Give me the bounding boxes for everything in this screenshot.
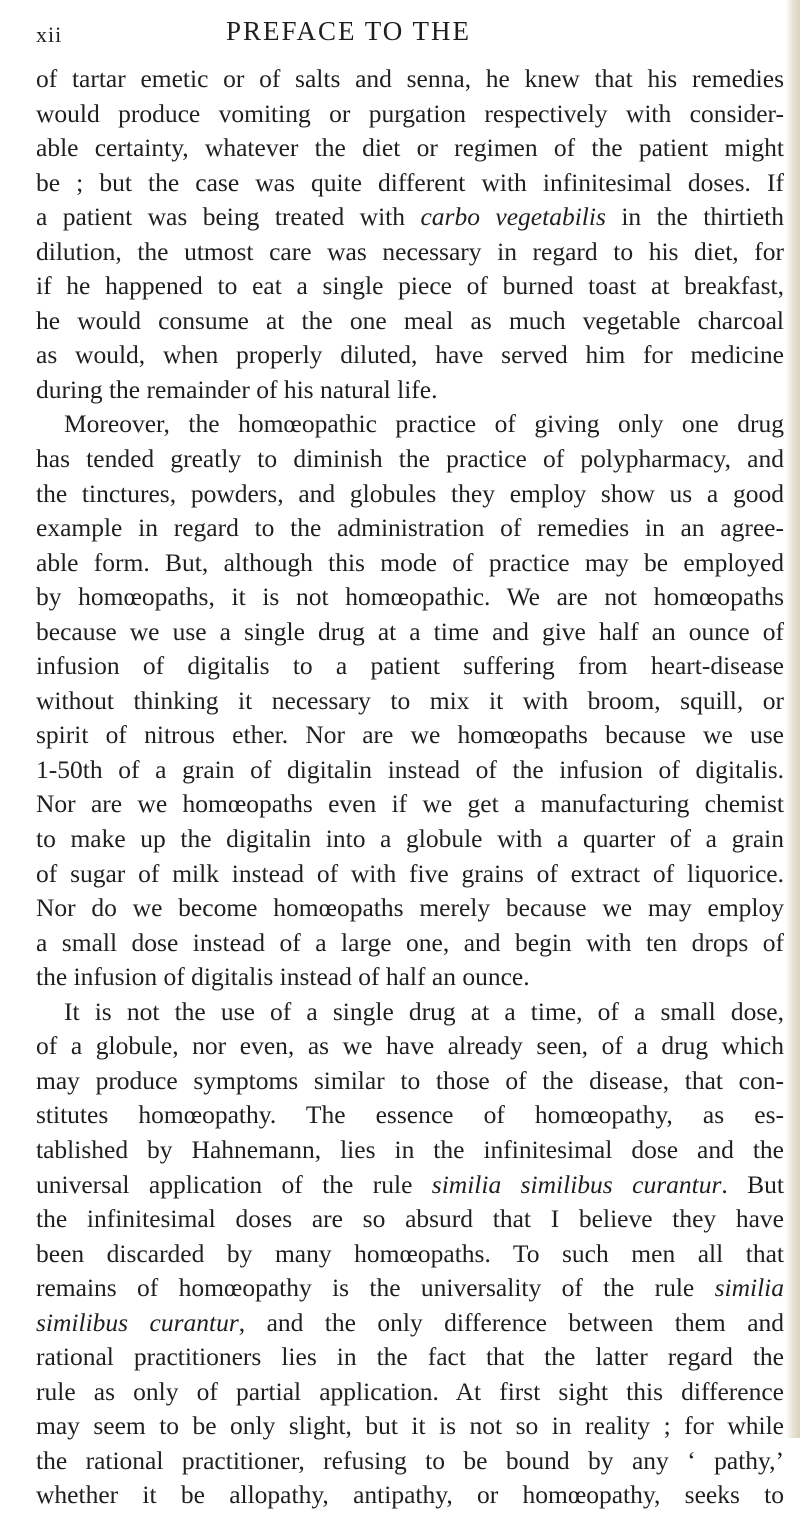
text-line: of a globule, nor even, as we have already seen, of a drug which	[36, 1031, 784, 1061]
text-line: tablished by Hahnemann, lies in the infinitesimal dose and the	[36, 1134, 784, 1164]
page-number: xii	[36, 22, 63, 47]
text-line: of tartar emetic or of salts and senna, he knew that his remedies	[36, 64, 784, 93]
text-line: the infinitesimal doses are so absurd that I believe they have	[36, 1204, 784, 1234]
text-line: whether it be allopathy, antipathy, or homœopathy, seeks to	[36, 1480, 784, 1510]
body-text	[36, 62, 784, 1513]
page-edge	[786, 0, 800, 1438]
text-line: because we use a single drug at a time and give half an ounce of	[36, 616, 784, 646]
text-line: a small dose instead of a large one, and begin with ten drops of	[36, 927, 784, 957]
text-line: able form. But, although this mode of practice may be employed	[36, 547, 784, 577]
page-header	[0, 16, 786, 56]
text-line: the tinctures, powders, and globules they employ show us a good	[36, 478, 784, 508]
text-line: has tended greatly to diminish the practice of polypharmacy, and	[36, 444, 784, 474]
text-line: Moreover, the homœopathic practice of giving only one drug	[64, 409, 784, 439]
text-line: may seem to be only slight, but it is not so in reality ; for while	[36, 1411, 784, 1441]
text-line: be ; but the case was quite different with infinitesimal doses. If	[36, 167, 784, 197]
text-line: stitutes homœopathy. The essence of homœopathy, as es-	[36, 1100, 784, 1130]
text-line: It is not the use of a single drug at a time, of a small dose,	[64, 996, 784, 1026]
text-line: of sugar of milk instead of with five grains of extract of liquorice.	[36, 858, 784, 888]
text-line: rule as only of partial application. At first sight this difference	[36, 1376, 784, 1406]
text-line: if he happened to eat a single piece of burned toast at breakfast,	[36, 271, 784, 301]
text-line: example in regard to the administration of remedies in an agree-	[36, 513, 784, 543]
text-line: the rational practitioner, refusing to be bound by any ‘ pathy,’	[36, 1445, 784, 1475]
text-line: a patient was being treated with carbo vegetabilis in the thirtieth	[36, 202, 784, 232]
text-line: dilution, the utmost care was necessary in regard to his diet, for	[36, 236, 784, 266]
text-line: during the remainder of his natural life.	[36, 374, 438, 404]
text-line: he would consume at the one meal as much vegetable charcoal	[36, 305, 784, 335]
text-line: by homœopaths, it is not homœopathic. We are not homœopaths	[36, 582, 784, 612]
text-line: 1-50th of a grain of digitalin instead of the infusion of digitalis.	[36, 754, 784, 784]
text-line: without thinking it necessary to mix it with broom, squill, or	[36, 685, 784, 715]
text-line: spirit of nitrous ether. Nor are we homœopaths because we use	[36, 720, 784, 750]
text-line: as would, when properly diluted, have served him for medicine	[36, 340, 784, 370]
text-line: may produce symptoms similar to those of the disease, that con-	[36, 1065, 784, 1095]
text-line: the infusion of digitalis instead of half an ounce.	[36, 962, 530, 992]
text-line: infusion of digitalis to a patient suffering from heart-disease	[36, 651, 784, 681]
text-line: Nor do we become homœopaths merely because we may employ	[36, 893, 784, 923]
text-line: would produce vomiting or purgation respectively with consider-	[36, 98, 784, 128]
text-line: universal application of the rule similia similibus curantur. But	[36, 1169, 784, 1199]
text-line: similibus curantur, and the only difference between them and	[36, 1307, 785, 1337]
text-line: been discarded by many homœopaths. To such men all that	[36, 1238, 784, 1268]
text-line: rational practitioners lies in the fact that the latter regard the	[36, 1342, 784, 1372]
text-line: to make up the digitalin into a globule with a quarter of a grain	[36, 824, 784, 854]
text-line: Nor are we homœopaths even if we get a manufacturing chemist	[36, 789, 784, 819]
text-line: remains of homœopathy is the universality of the rule similia	[36, 1273, 784, 1303]
running-head: PREFACE TO THE	[226, 16, 472, 46]
text-line: able certainty, whatever the diet or regimen of the patient might	[36, 133, 784, 163]
